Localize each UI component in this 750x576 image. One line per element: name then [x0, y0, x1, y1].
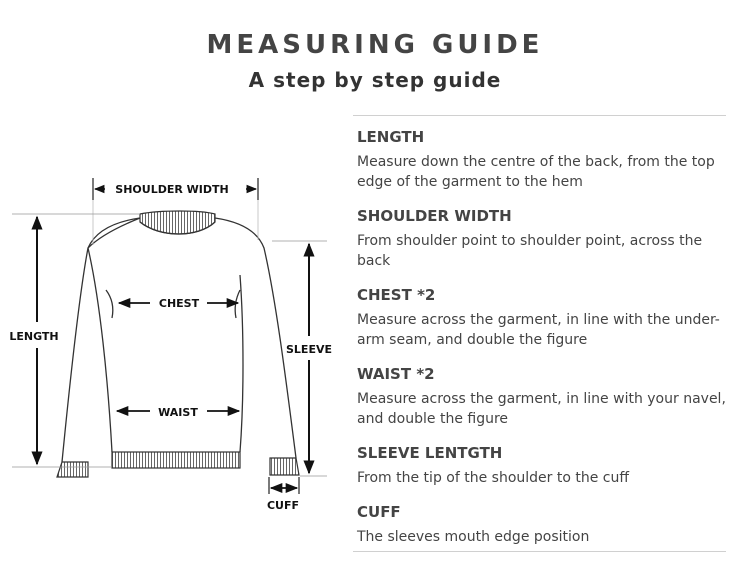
section-text: Measure down the centre of the back, from the top edge of the garment to the hem [357, 154, 715, 190]
section-cuff [357, 502, 732, 547]
section-text: Measure across the garment, in line with your navel, and double the figure [357, 391, 726, 427]
bottom-divider [353, 551, 726, 552]
sweater-diagram [0, 160, 345, 530]
section-heading: CUFF [357, 503, 401, 521]
measurement-sections [357, 127, 732, 561]
section-waist [357, 364, 732, 429]
section-shoulder-width [357, 206, 732, 271]
top-divider [353, 115, 726, 116]
section-heading: SHOULDER WIDTH [357, 207, 512, 225]
section-text: From the tip of the shoulder to the cuff [357, 470, 629, 486]
sleeve-measure [272, 241, 327, 476]
page-subtitle: A step by step guide [248, 68, 502, 92]
waist-label: WAIST [158, 406, 198, 419]
neckband [140, 211, 215, 234]
section-heading: SLEEVE LENTGTH [357, 444, 503, 462]
right-cuff [270, 458, 299, 475]
chest-label: CHEST [158, 297, 200, 310]
sweater-outline [62, 218, 296, 462]
page-title: MEASURING GUIDE [206, 30, 544, 60]
section-text: The sleeves mouth edge position [357, 529, 590, 545]
section-heading: CHEST *2 [357, 286, 436, 304]
left-cuff [57, 462, 88, 477]
section-heading: LENGTH [357, 128, 425, 146]
length-label: LENGTH [9, 330, 59, 343]
hem-band [112, 452, 240, 468]
cuff-measure [269, 477, 299, 494]
section-sleeve-length [357, 443, 732, 488]
section-heading: WAIST *2 [357, 365, 435, 383]
section-length [357, 127, 732, 192]
section-text: Measure across the garment, in line with the under-arm seam, and double the figure [357, 312, 720, 348]
section-text: From shoulder point to shoulder point, across the back [357, 233, 703, 269]
shoulder-width-label: SHOULDER WIDTH [115, 183, 229, 196]
section-chest [357, 285, 732, 350]
cuff-label: CUFF [266, 499, 300, 512]
sleeve-label: SLEEVE [286, 343, 332, 356]
